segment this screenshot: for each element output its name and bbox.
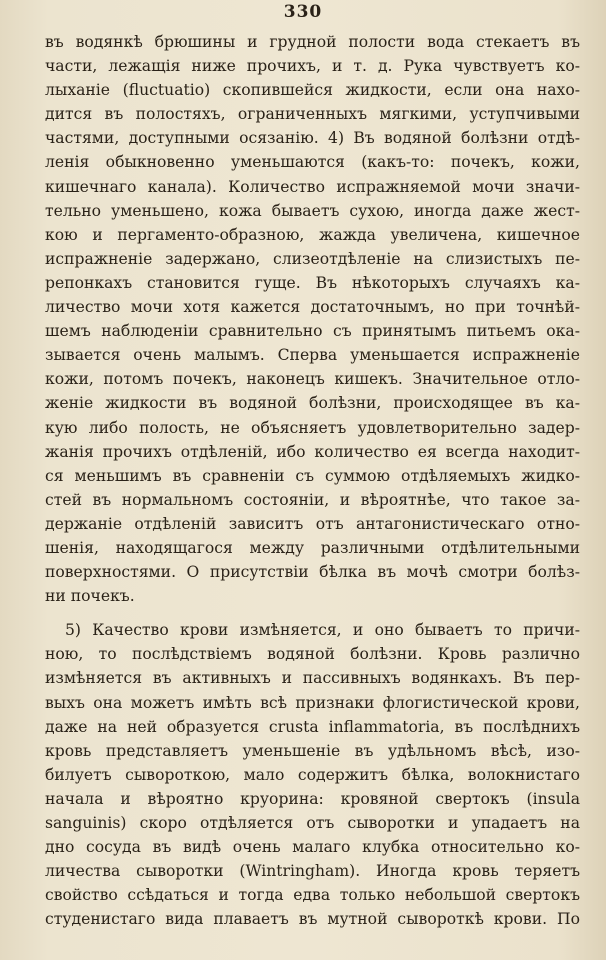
text-line: личество мочи хотя кажется достаточнымъ, но при точнѣй-	[45, 298, 580, 317]
text-line: жанія прочихъ отдѣленій, ибо количество ея всегда находит-	[45, 442, 580, 461]
text-line: шемъ наблюденіи сравнительно съ принятымъ питьемъ ока-	[45, 322, 580, 341]
text-line: кою и пергаменто-образною, жажда увеличена, кишечное	[45, 225, 580, 244]
text-line: поверхностями. О присутствіи бѣлка въ мочѣ смотри болѣз-	[45, 563, 580, 582]
text-line: дно сосуда въ видѣ очень малаго клубка относительно ко-	[45, 838, 580, 857]
text-line: личества сыворотки (Wintringham). Иногда кровь теряетъ	[45, 862, 580, 881]
text-line: выхъ она можетъ имѣть всѣ признаки флогистической крови,	[45, 693, 580, 712]
text-line: лыханіе (fluctuatio) скопившейся жидкости, если она нахо-	[45, 81, 580, 100]
paragraph-2	[45, 618, 580, 931]
paragraph-gap	[45, 608, 580, 618]
text-line: держаніе отдѣленій зависитъ отъ антагонистическаго отно-	[45, 514, 580, 533]
text-line: ся меньшимъ въ сравненіи съ суммою отдѣляемыхъ жидко-	[45, 466, 580, 485]
text-line: ною, то послѣдствіемъ водяной болѣзни. Кровь различно	[45, 645, 580, 664]
text-line: кровь представляетъ уменьшеніе въ удѣльномъ вѣсѣ, изо-	[45, 741, 580, 760]
paragraph-1	[45, 30, 580, 608]
page-number: 330	[283, 2, 323, 22]
text-line: ленія обыкновенно уменьшаются (какъ-то: почекъ, кожи,	[45, 153, 580, 172]
text-line: стей въ нормальномъ состояніи, и вѣроятнѣе, что такое за-	[45, 490, 580, 509]
text-line: даже на ней образуется crusta inflammatoria, въ послѣднихъ	[45, 717, 580, 736]
text-line: студенистаго вида плаваетъ въ мутной сывороткѣ крови. По	[45, 910, 580, 929]
text-line: репонкахъ становится гуще. Въ нѣкоторыхъ случаяхъ ка-	[45, 273, 580, 292]
text-line: тельно уменьшено, кожа бываетъ сухою, иногда даже жест-	[45, 201, 580, 220]
text-line: sanguinis) скоро отдѣляется отъ сыворотки и упадаетъ на	[45, 814, 580, 832]
text-line: частями, доступными осязанію. 4) Въ водяной болѣзни отдѣ-	[45, 129, 580, 148]
text-line: шенія, находящагося между различными отдѣлительными	[45, 538, 580, 557]
text-line: ни почекъ.	[45, 587, 135, 606]
text-line: въ водянкѣ брюшины и грудной полости вода стекаетъ въ	[45, 33, 580, 51]
text-line: дится въ полостяхъ, ограниченныхъ мягкими, уступчивыми	[45, 105, 580, 124]
text-line: женіе жидкости въ водяной болѣзни, происходящее въ ка-	[45, 394, 580, 413]
text-line: 5) Качество крови измѣняется, и оно бываетъ то причи-	[65, 621, 580, 640]
text-line: начала и вѣроятно круорина: кровяной свертокъ (insula	[45, 789, 580, 808]
text-line: свойство ссѣдаться и тогда едва только небольшой свертокъ	[45, 886, 580, 905]
text-line: кишечнаго канала). Количество испражняемой мочи значи-	[45, 177, 580, 196]
text-line: испражненіе задержано, слизеотдѣленіе на слизистыхъ пе-	[45, 249, 580, 268]
body-text	[45, 30, 580, 931]
text-line: билуетъ сывороткою, мало содержитъ бѣлка, волокнистаго	[45, 765, 580, 784]
text-line: зывается очень малымъ. Сперва уменьшается испражненіе	[45, 346, 580, 365]
text-line: кожи, потомъ почекъ, наконецъ кишекъ. Значительное отло-	[45, 370, 580, 389]
text-line: части, лежащія ниже прочихъ, и т. д. Рука чувствуетъ ко-	[45, 57, 580, 76]
text-line: измѣняется въ активныхъ и пассивныхъ водянкахъ. Въ пер-	[45, 669, 580, 688]
text-line: кую либо полость, не объясняетъ удовлетворительно задер-	[45, 418, 580, 437]
